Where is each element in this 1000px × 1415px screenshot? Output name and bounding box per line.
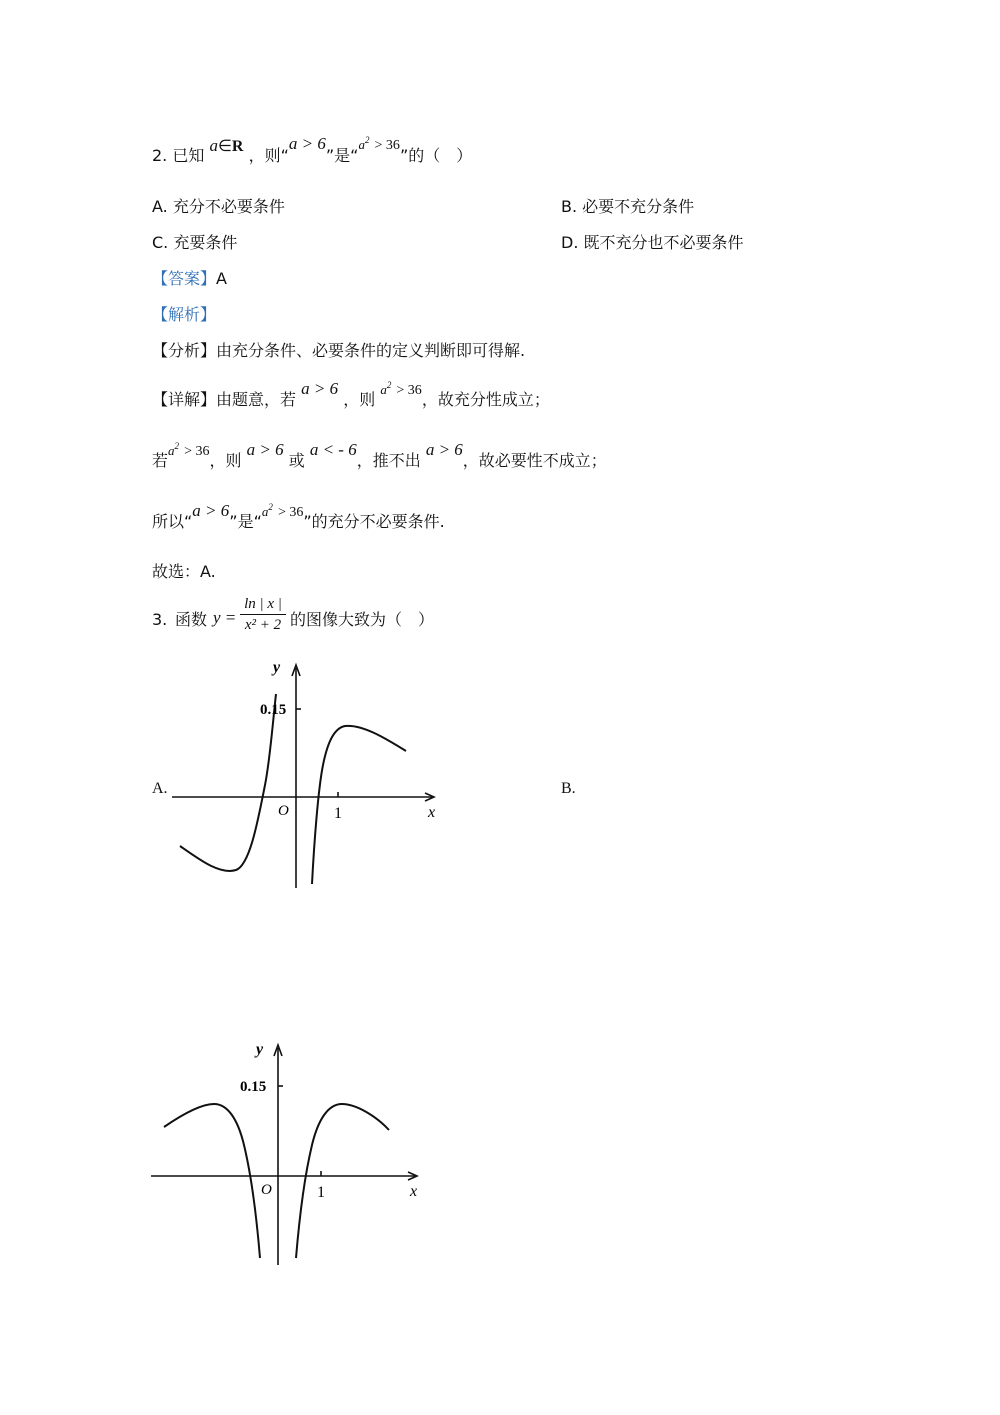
detail-l2-t4: ，推不出 (356, 451, 421, 470)
answer-tag: 【答案】 (152, 269, 217, 288)
graph-b-origin: O (261, 1182, 272, 1198)
analysis-tag: 【解析】 (152, 305, 217, 324)
detail-tag: 【详解】 (152, 390, 217, 409)
detail-l1-m2-var: a (380, 382, 387, 397)
graph-a-curve-right (312, 726, 406, 884)
q2-option-a[interactable]: A. 充分不必要条件 (152, 197, 285, 216)
graph-a-curves (180, 694, 406, 884)
detail-l3-m2-rest: > 36 (277, 505, 304, 520)
graph-b-x-label: x (410, 1183, 418, 1200)
q2-q-var: a (358, 137, 365, 152)
graph-a-tick-y: 0.15 (260, 702, 287, 718)
q2-option-d[interactable]: D. 既不充分也不必要条件 (561, 233, 744, 252)
graph-a-tick-x: 1 (334, 805, 342, 822)
detail-l2-m2: a > 6 (246, 440, 284, 459)
detail-l1-t3: ，故充分性成立； (421, 390, 550, 409)
detail-l3-m2-exp: 2 (268, 502, 273, 512)
answer-value: A (216, 269, 227, 288)
detail-l2-m3: a < - 6 (309, 440, 357, 459)
q2-then: ，则“ (248, 146, 289, 165)
detail-l1-m2-exp: 2 (386, 380, 392, 390)
graph-b-tick-x: 1 (317, 1184, 325, 1201)
q3-option-b[interactable]: B. (561, 780, 576, 797)
q3-number: 3. (152, 610, 168, 629)
q3-numerator: ln | x | (244, 596, 282, 612)
graph-b-curves (164, 1104, 389, 1258)
graph-b-curve-right (296, 1104, 389, 1258)
graph-a-y-label: y (273, 659, 281, 676)
graph-b-y-label: y (256, 1041, 264, 1058)
q2-number: 2. (152, 146, 168, 165)
detail-l1-t2: ，则 (343, 390, 376, 409)
q2-cond-var: a (209, 136, 218, 155)
q2-cond-in: ∈ (217, 138, 232, 155)
q2-is: ”是“ (325, 146, 359, 165)
detail-l3-t2: ”是“ (229, 512, 262, 531)
detail-l2-t2: ，则 (209, 451, 242, 470)
detail-l2-t3: 或 (288, 451, 305, 470)
detail-l1-m2-rest: > 36 (396, 383, 422, 398)
graph-b-axes (151, 1045, 417, 1265)
detail-l2-m1-rest: > 36 (184, 444, 210, 459)
fenxi-tag: 【分析】 (152, 341, 217, 360)
detail-l2-m1-exp: 2 (174, 441, 180, 451)
graph-a-axes (172, 665, 434, 888)
q2-post: ”的（ ） (399, 146, 473, 165)
q3-option-a[interactable]: A. (152, 780, 168, 797)
graph-a-x-label: x (428, 804, 436, 821)
detail-l2-t5: ，故必要性不成立； (462, 451, 607, 470)
q3-pre: 函数 (175, 610, 208, 629)
q2-pre: 已知 (172, 146, 205, 165)
detail-l3-m1: a > 6 (192, 501, 230, 520)
q3-post: 的图像大致为（ ） (290, 610, 435, 629)
q2-option-b[interactable]: B. 必要不充分条件 (561, 197, 695, 216)
detail-l3-m2-var: a (261, 504, 269, 519)
graph-b-tick-y: 0.15 (240, 1079, 267, 1095)
q3-denominator: x² + 2 (244, 617, 282, 633)
detail-line-4: 故选：A. (152, 562, 216, 581)
graph-b-curve-left (164, 1104, 260, 1258)
q2-p: a > 6 (288, 134, 326, 153)
detail-l3-t1: 所以“ (152, 512, 193, 531)
q2-cond-set: R (231, 138, 244, 155)
q2-q-exp: 2 (364, 135, 370, 145)
detail-l3-t3: ”的充分不必要条件. (303, 512, 445, 531)
detail-l2-m4: a > 6 (425, 440, 463, 459)
detail-l1-m1: a > 6 (301, 379, 339, 398)
graph-a-origin: O (278, 803, 289, 819)
q2-q-rest: > 36 (374, 138, 400, 153)
fenxi-text: 由充分条件、必要条件的定义判断即可得解. (216, 341, 526, 360)
detail-l1-t1: 由题意，若 (216, 390, 297, 409)
detail-l2-t1: 若 (152, 451, 169, 470)
detail-l2-m1-var: a (168, 443, 175, 458)
q2-option-c[interactable]: C. 充要条件 (152, 233, 238, 252)
graph-a-curve-left (180, 694, 276, 871)
q3-y-eq: y = (213, 608, 237, 627)
